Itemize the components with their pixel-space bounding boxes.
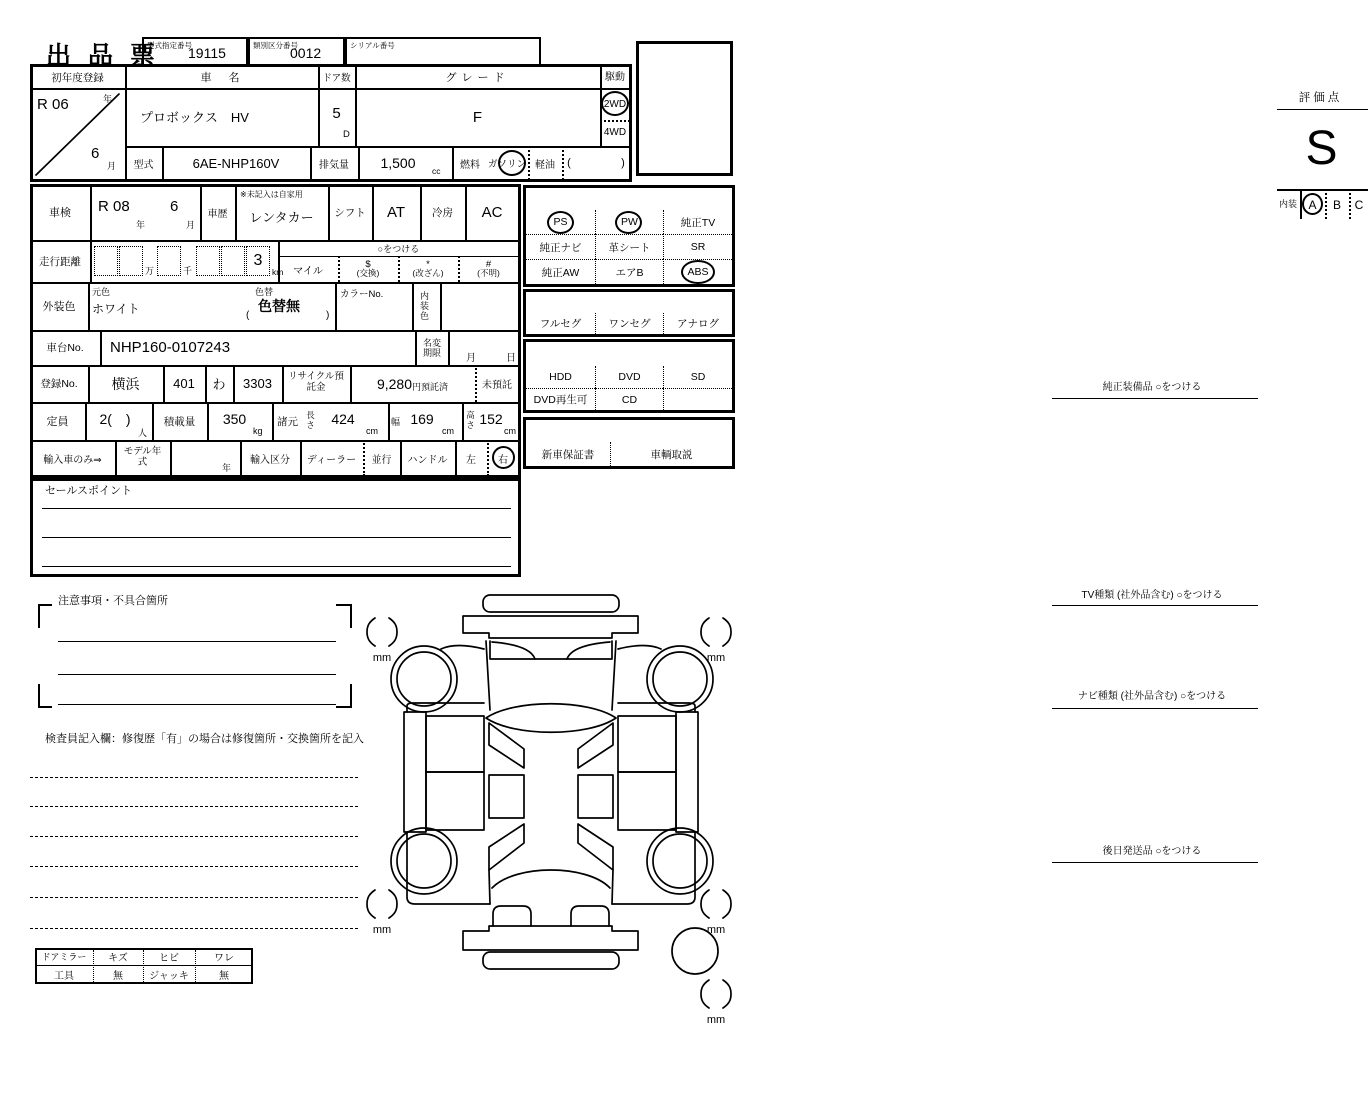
import-dealer: ディーラー — [306, 454, 357, 466]
mileage-flag-tampered — [398, 256, 458, 282]
writing-line — [42, 537, 511, 538]
mm-label: mm — [706, 1014, 726, 1026]
model-year-label: モデル年式 — [123, 446, 162, 468]
bracket-corner — [336, 706, 350, 708]
width-value: 169 — [410, 411, 434, 427]
recycle-not-deposited: 未預託 — [482, 380, 512, 391]
drive-2wd: 2WD — [603, 98, 627, 110]
load-label: 積載量 — [163, 415, 196, 428]
import-only-label: 輸入車のみ⇒ — [43, 454, 102, 466]
displacement-unit: cc — [432, 166, 441, 176]
tv-type-grid — [526, 313, 732, 334]
flag-caption: (不明) — [477, 268, 500, 279]
color-number-label: カラーNo. — [340, 289, 384, 300]
bracket-icon — [701, 890, 709, 918]
car-name-value: プロボックス HV — [140, 109, 249, 125]
notes-label: 注意事項・不具合箇所 — [58, 595, 168, 607]
recolor-label: 色替 — [255, 287, 274, 297]
writing-line — [30, 777, 358, 778]
bracket-icon — [701, 980, 709, 1008]
original-color-label: 元色 — [92, 287, 111, 297]
drive-4wd: 4WD — [603, 127, 627, 138]
category-number-value: 0012 — [290, 45, 322, 61]
bracket-icon — [701, 618, 709, 646]
registration-month: 6 — [91, 145, 100, 162]
sen-label: 千 — [183, 266, 193, 276]
bracket-corner — [336, 604, 350, 606]
rear-inner-bumper — [483, 952, 619, 969]
right-center-member — [578, 775, 613, 818]
serial-number-box — [345, 37, 541, 66]
inspection-era: R 08 — [98, 198, 130, 215]
divider — [1052, 862, 1258, 863]
equip-pw: PW — [595, 210, 663, 234]
ship-warranty: 新車保証書 — [541, 448, 595, 461]
flag-caption: (改ざん) — [412, 268, 444, 279]
inspection-month-suffix: 月 — [186, 220, 196, 230]
right-panel-lower — [618, 772, 676, 830]
flag-symbol: $ — [365, 258, 371, 270]
interior-grade-b: B — [1332, 197, 1341, 212]
import-parallel: 並行 — [371, 454, 392, 466]
bracket-icon — [367, 618, 375, 646]
divider — [90, 186, 92, 240]
divider — [100, 330, 102, 365]
mileage-label: 走行距離 — [39, 255, 81, 268]
load-unit: kg — [253, 426, 263, 436]
height-label: 高さ — [466, 410, 475, 430]
paren-open: ( — [567, 157, 571, 169]
rear-side-lines — [489, 870, 613, 904]
recycle-suffix: 円預託済 — [412, 381, 449, 392]
divider — [335, 282, 337, 330]
plate-region: 横浜 — [111, 375, 140, 392]
bracket-corner — [350, 604, 352, 628]
shift-value: AT — [386, 203, 406, 221]
interior-grade-c: C — [1354, 197, 1364, 212]
writing-line — [30, 928, 358, 929]
man-label: 万 — [145, 266, 155, 276]
registration-era: R 06 — [37, 96, 69, 113]
mileage-flag-exchange — [338, 256, 398, 282]
interior-grade-label: 内装 — [1278, 199, 1297, 210]
right-lower-brace — [578, 824, 613, 870]
flag-caption: (交換) — [356, 268, 380, 279]
mileage-unit-mile: マイル — [293, 265, 323, 277]
rear-right-wheel — [653, 834, 707, 888]
circle-note: ○をつける — [377, 243, 420, 254]
divider — [440, 282, 442, 330]
height-unit: cm — [504, 426, 516, 436]
front-outer-bumper — [463, 616, 638, 638]
cooling-value: AC — [481, 203, 503, 221]
navi-sd: SD — [663, 366, 732, 388]
car-diagram — [358, 586, 782, 1026]
month-label: 月 — [466, 353, 476, 364]
tools-cell: ワレ — [214, 953, 234, 964]
width-label: 幅 — [390, 416, 400, 427]
doors-unit: D — [343, 129, 350, 140]
page-title: 出 品 票 — [46, 42, 160, 70]
plate-number: 3303 — [243, 376, 272, 391]
bracket-icon — [367, 890, 375, 918]
left-lower-brace — [489, 824, 524, 870]
recycle-deposit-value — [350, 365, 475, 402]
mileage-digit-box — [196, 246, 220, 276]
inspection-label: 車検 — [49, 207, 71, 219]
front-left-wheel — [397, 652, 451, 706]
navi-blank — [663, 388, 732, 410]
recolor-value: 色替無 — [258, 298, 300, 314]
rear-right-fender — [647, 828, 713, 894]
mileage-digit-box — [94, 246, 118, 276]
bracket-corner — [350, 684, 352, 708]
tools-cell: ドアミラー — [41, 952, 87, 962]
rear-left-fender — [391, 828, 457, 894]
interior-color-label: 内装色 — [419, 290, 429, 322]
load-value: 350 — [222, 411, 247, 427]
recycle-deposit-label: リサイクル預託金 — [288, 371, 344, 393]
writing-line — [42, 508, 511, 509]
inspection-month: 6 — [170, 198, 179, 215]
month-suffix: 月 — [107, 161, 117, 171]
navi-dvd-play: DVD再生可 — [526, 388, 595, 410]
writing-line — [58, 674, 336, 675]
tools-cell: ジャッキ — [149, 971, 189, 982]
cooling-label: 冷房 — [432, 206, 453, 219]
front-inner-bumper — [483, 595, 619, 612]
divider — [90, 240, 92, 282]
writing-line — [58, 641, 336, 642]
day-label: 日 — [506, 353, 516, 364]
category-number-label: 類別区分番号 — [253, 41, 298, 50]
recycle-amount: 9,280 — [376, 375, 413, 392]
navi-cd: CD — [595, 388, 663, 410]
score-box — [636, 41, 1364, 212]
paren-close: ) — [621, 157, 625, 169]
spec-label: 諸元 — [277, 415, 298, 428]
mm-label: mm — [372, 652, 392, 664]
grade-header: グレード — [445, 72, 510, 84]
inspection-year-suffix: 年 — [136, 220, 146, 230]
divider — [1052, 605, 1258, 606]
model-designation-label: 型式指定番号 — [147, 41, 192, 50]
divider — [88, 282, 90, 330]
doors-value: 5 — [332, 104, 341, 122]
name-change-deadline-label: 名変期限 — [422, 337, 441, 358]
front-right-fender — [647, 646, 713, 712]
divider — [115, 440, 117, 476]
import-type-label: 輸入区分 — [250, 454, 290, 466]
left-center-member — [489, 775, 524, 818]
rear-mounts — [493, 906, 609, 926]
km-label: km — [272, 267, 284, 277]
genuine-equipment-header: 純正装備品 ○をつける — [1102, 382, 1202, 393]
doors-header: ドア数 — [322, 73, 351, 84]
navi-type-grid — [526, 366, 732, 410]
tools-cell: 工具 — [54, 971, 74, 982]
a-pillars — [486, 641, 616, 710]
length-label: 長さ — [306, 410, 315, 430]
equip-navi: 純正ナビ — [526, 234, 595, 259]
left-panel-lower — [426, 772, 484, 830]
fuel-label: 燃料 — [460, 159, 480, 171]
tv-fullseg: フルセグ — [539, 318, 582, 330]
grade-value: F — [472, 108, 483, 126]
registration-number-label: 登録No. — [40, 378, 78, 390]
mileage-digit-box — [157, 246, 181, 276]
divider — [1052, 398, 1258, 399]
divider — [32, 282, 519, 284]
right-panel-upper — [618, 716, 676, 772]
bracket-icon — [723, 980, 731, 1008]
navi-hdd: HDD — [549, 371, 572, 383]
length-unit: cm — [366, 426, 378, 436]
fuel-diesel: 軽油 — [535, 159, 555, 171]
car-name-header: 車 名 — [200, 72, 243, 84]
sales-point-label: セールスポイント — [45, 485, 133, 497]
divider — [170, 440, 172, 476]
bracket-corner — [38, 684, 40, 708]
tv-analog: アナログ — [663, 313, 732, 334]
plate-class: 401 — [173, 376, 195, 391]
tv-oneseg: ワンセグ — [595, 313, 663, 334]
inspector-label: 検査員記入欄：修復歴「有」の場合は修復箇所・交換箇所を記入 — [45, 733, 364, 745]
mileage-digit-box: 3 — [246, 246, 270, 276]
handle-label: ハンドル — [407, 454, 448, 466]
interior-grade-a: A — [1308, 197, 1317, 212]
width-unit: cm — [442, 426, 454, 436]
score-label: 評価点 — [1298, 92, 1343, 104]
left-rail — [404, 712, 426, 832]
first-registration-header: 初年度登録 — [51, 71, 104, 84]
divider — [448, 330, 450, 365]
tools-cell: 無 — [113, 971, 123, 982]
original-color-value: ホワイト — [92, 302, 140, 316]
writing-line — [30, 897, 358, 898]
equip-aw: 純正AW — [526, 259, 595, 284]
model-designation-value: 19115 — [188, 45, 226, 61]
bracket-icon — [389, 890, 397, 918]
model-code-label: 型式 — [133, 159, 154, 171]
writing-line — [42, 566, 511, 567]
navi-type-header: ナビ種類 (社外品含む) ○をつける — [1077, 691, 1227, 702]
divider — [412, 282, 414, 330]
mm-label: mm — [706, 652, 726, 664]
shift-label: シフト — [334, 206, 366, 219]
writing-line — [30, 806, 358, 807]
writing-line — [30, 836, 358, 837]
drive-header: 駆動 — [605, 72, 625, 83]
equip-abs: ABS — [663, 259, 732, 284]
equip-sr: SR — [663, 234, 732, 259]
bracket-corner — [38, 604, 40, 628]
recolor-paren-close: ) — [326, 310, 330, 321]
flag-symbol: # — [485, 258, 492, 270]
divider — [282, 365, 284, 402]
model-designation-box — [142, 37, 248, 66]
bracket-corner — [38, 604, 52, 606]
mileage-flag-unknown — [458, 256, 519, 282]
handle-right: 右 — [498, 454, 508, 466]
chassis-number-label: 車台No. — [46, 342, 84, 354]
bracket-corner — [38, 706, 52, 708]
tools-cell: ヒビ — [159, 953, 179, 964]
front-right-wheel — [653, 652, 707, 706]
fuel-gasoline: ガソリン — [487, 159, 526, 170]
history-label: 車歴 — [207, 208, 228, 220]
right-rail — [676, 712, 698, 832]
rear-axle-arc — [492, 870, 610, 888]
bracket-icon — [389, 618, 397, 646]
score-value: S — [1305, 121, 1338, 175]
tools-cell: キズ — [108, 953, 128, 964]
mileage-digit-box — [221, 246, 245, 276]
equip-airbag: エアB — [595, 259, 663, 284]
category-number-box — [248, 37, 345, 66]
height-value: 152 — [479, 411, 503, 427]
rear-left-wheel — [397, 834, 451, 888]
capacity-label: 定員 — [46, 416, 69, 428]
mm-label: mm — [706, 924, 726, 936]
displacement-value: 1,500 — [380, 155, 416, 171]
history-value: レンタカー — [249, 209, 314, 225]
model-code-value: 6AE-NHP160V — [192, 155, 280, 171]
equip-leather: 革シート — [595, 234, 663, 259]
later-shipment-grid — [526, 442, 732, 466]
recolor-paren-open: ( — [246, 310, 250, 321]
ship-manual: 車輌取説 — [610, 442, 732, 466]
tv-type-header: TV種類 (社外品含む) ○をつける — [1081, 589, 1223, 601]
year-suffix: 年 — [103, 94, 113, 104]
bracket-icon — [723, 618, 731, 646]
front-fender-lines — [441, 646, 661, 650]
chassis-number-value: NHP160-0107243 — [110, 339, 231, 356]
plate-kana: わ — [212, 377, 226, 392]
rear-outer-bumper — [463, 926, 638, 950]
center-oval — [486, 704, 616, 733]
divider — [1052, 708, 1258, 709]
first-registration-cell — [31, 89, 124, 180]
history-note: ※未記入は自家用 — [240, 190, 303, 199]
tools-cell: 無 — [219, 971, 229, 982]
genuine-equipment-grid — [526, 210, 732, 284]
handle-left: 左 — [466, 454, 476, 466]
exterior-color-label: 外装色 — [42, 301, 76, 313]
mm-label: mm — [372, 924, 392, 936]
divider — [415, 330, 417, 365]
capacity-value: 2( ) — [99, 411, 131, 427]
mileage-digit-box — [119, 246, 143, 276]
strut-arches — [492, 642, 610, 659]
navi-dvd: DVD — [595, 366, 663, 388]
length-value: 424 — [331, 411, 355, 427]
writing-line — [30, 866, 358, 867]
equip-tv: 純正TV — [663, 210, 732, 234]
front-left-fender — [391, 646, 457, 712]
writing-line — [58, 704, 336, 705]
model-year-unit: 年 — [222, 463, 232, 473]
displacement-label: 排気量 — [319, 159, 349, 171]
serial-number-label: シリアル番号 — [350, 41, 395, 50]
flag-symbol: * — [426, 258, 430, 270]
left-panel-upper — [426, 716, 484, 772]
later-shipment-header: 後日発送品 ○をつける — [1102, 846, 1202, 857]
capacity-unit: 人 — [138, 428, 148, 438]
equip-ps: PS — [553, 216, 568, 228]
bracket-icon — [723, 890, 731, 918]
